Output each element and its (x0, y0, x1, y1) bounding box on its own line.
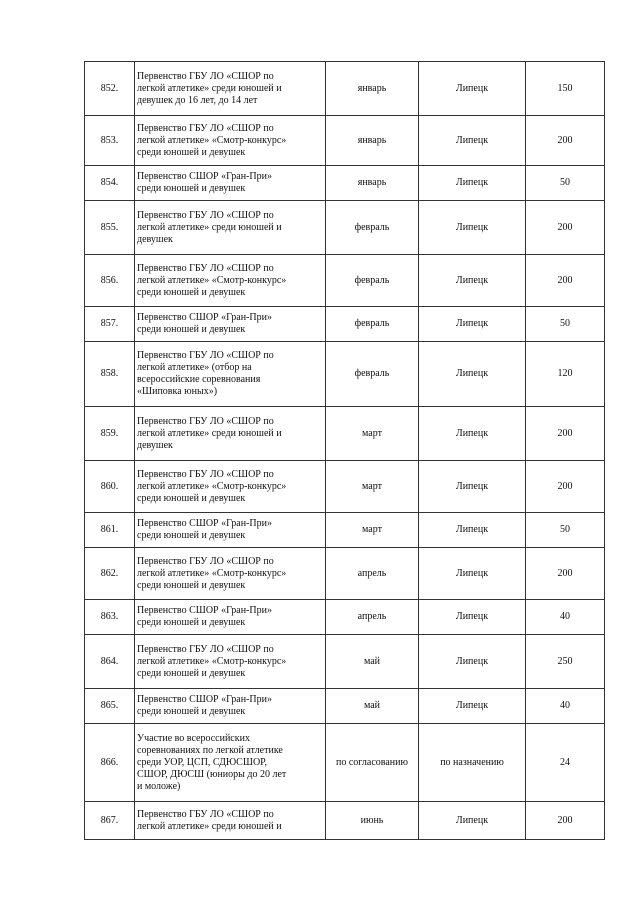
event-name-text: Первенство ГБУ ЛО «СШОР по легкой атлетике» «Смотр-конкурс» среди юношей и девушек (137, 468, 287, 504)
event-place (419, 201, 526, 255)
table-row (85, 116, 605, 166)
participants-count-text: 50 (560, 524, 570, 535)
event-name-text: Первенство СШОР «Гран-При» среди юношей и девушек (137, 518, 272, 541)
event-place-text: Липецк (455, 655, 489, 667)
event-date-text: февраль (354, 274, 390, 286)
event-name (135, 62, 326, 116)
row-number-text: 866. (100, 756, 119, 768)
participants-count-text: 250 (557, 655, 573, 667)
event-date-text: март (362, 524, 382, 535)
event-date (326, 461, 419, 513)
participants-count-text: 200 (557, 480, 573, 492)
event-date-text: май (363, 655, 381, 667)
event-date (326, 116, 419, 166)
event-place (419, 513, 526, 548)
row-number-text: 865. (100, 700, 119, 711)
event-place-text: Липецк (455, 221, 489, 233)
event-date (326, 62, 419, 116)
event-date (326, 342, 419, 407)
participants-count (526, 802, 605, 840)
event-date-text: март (362, 480, 382, 492)
event-name-text: Первенство ГБУ ЛО «СШОР по легкой атлетике» «Смотр-конкурс» среди юношей и девушек (137, 122, 287, 158)
row-number-text: 862. (100, 567, 119, 579)
event-date (326, 600, 419, 635)
row-number (85, 201, 135, 255)
event-place (419, 116, 526, 166)
participants-count-text: 200 (557, 221, 573, 233)
event-name (135, 461, 326, 513)
row-number-text: 856. (100, 274, 119, 286)
row-number-text: 867. (100, 814, 119, 826)
event-place-text: Липецк (455, 611, 489, 622)
event-name-text: Первенство ГБУ ЛО «СШОР по легкой атлетике» среди юношей и девушек (137, 209, 282, 245)
event-name-text: Первенство ГБУ ЛО «СШОР по легкой атлетике» среди юношей и девушек до 16 лет, до 14 лет (137, 70, 282, 106)
event-name-text: Первенство СШОР «Гран-При» среди юношей и девушек (137, 605, 272, 628)
participants-count (526, 62, 605, 116)
events-table-body (85, 62, 605, 840)
event-place-text: по назначению (440, 756, 504, 768)
participants-count-text: 40 (560, 611, 570, 622)
event-name-text: Первенство ГБУ ЛО «СШОР по легкой атлетике» среди юношей и девушек (137, 415, 282, 451)
participants-count-text: 200 (557, 134, 573, 146)
participants-count (526, 600, 605, 635)
table-row (85, 724, 605, 802)
event-name (135, 342, 326, 407)
event-place (419, 407, 526, 461)
row-number-text: 855. (100, 221, 119, 233)
event-place-text: Липецк (455, 427, 489, 439)
participants-count (526, 513, 605, 548)
event-date (326, 724, 419, 802)
row-number (85, 407, 135, 461)
event-place (419, 62, 526, 116)
row-number (85, 724, 135, 802)
event-name (135, 255, 326, 307)
row-number (85, 116, 135, 166)
table-row (85, 689, 605, 724)
event-name (135, 307, 326, 342)
participants-count-text: 200 (557, 274, 573, 286)
event-name-text: Первенство ГБУ ЛО «СШОР по легкой атлетике» «Смотр-конкурс» среди юношей и девушек (137, 643, 287, 679)
row-number (85, 166, 135, 201)
event-place-text: Липецк (455, 567, 489, 579)
participants-count (526, 116, 605, 166)
event-date (326, 548, 419, 600)
participants-count (526, 689, 605, 724)
table-row (85, 802, 605, 840)
participants-count-text: 120 (557, 368, 573, 379)
event-place-text: Липецк (455, 134, 489, 146)
event-name (135, 635, 326, 689)
event-place (419, 307, 526, 342)
event-date-text: июнь (360, 814, 384, 826)
event-date-text: январь (357, 134, 387, 146)
row-number-text: 858. (100, 368, 119, 379)
event-name-text: Первенство ГБУ ЛО «СШОР по легкой атлетике» (отбор на всероссийские соревнования «Шиповка юных») (137, 350, 274, 397)
participants-count (526, 342, 605, 407)
table-row (85, 635, 605, 689)
table-row (85, 62, 605, 116)
table-row (85, 461, 605, 513)
event-name (135, 600, 326, 635)
event-place (419, 548, 526, 600)
event-date-text: апрель (357, 567, 387, 579)
event-name-text: Первенство ГБУ ЛО «СШОР по легкой атлетике» «Смотр-конкурс» среди юношей и девушек (137, 555, 287, 591)
event-date-text: февраль (354, 368, 390, 379)
participants-count (526, 166, 605, 201)
row-number-text: 852. (100, 82, 119, 94)
participants-count (526, 548, 605, 600)
row-number (85, 461, 135, 513)
event-place-text: Липецк (455, 177, 489, 188)
event-date (326, 166, 419, 201)
participants-count-text: 50 (560, 177, 570, 188)
participants-count-text: 200 (557, 814, 573, 826)
table-row (85, 342, 605, 407)
row-number (85, 600, 135, 635)
events-table (84, 61, 605, 840)
row-number (85, 513, 135, 548)
event-date-text: по согласованию (336, 756, 408, 768)
event-date-text: февраль (354, 318, 390, 329)
event-place (419, 342, 526, 407)
event-name-text: Первенство СШОР «Гран-При» среди юношей и девушек (137, 171, 272, 194)
event-name (135, 407, 326, 461)
event-name (135, 548, 326, 600)
event-place-text: Липецк (455, 318, 489, 329)
event-date-text: январь (357, 82, 387, 94)
event-date (326, 802, 419, 840)
event-place (419, 166, 526, 201)
table-row (85, 513, 605, 548)
participants-count (526, 724, 605, 802)
row-number (85, 307, 135, 342)
participants-count-text: 200 (557, 427, 573, 439)
event-place (419, 724, 526, 802)
event-name (135, 166, 326, 201)
row-number (85, 689, 135, 724)
participants-count (526, 407, 605, 461)
row-number-text: 861. (100, 524, 119, 535)
event-name-text: Первенство СШОР «Гран-При» среди юношей и девушек (137, 694, 272, 717)
participants-count (526, 201, 605, 255)
event-name-text: Первенство ГБУ ЛО «СШОР по легкой атлетике» среди юношей и (137, 808, 282, 832)
row-number (85, 548, 135, 600)
row-number (85, 255, 135, 307)
event-name-text: Участие во всероссийских соревнованиях по легкой атлетике среди УОР, ЦСП, СДЮСШОР, СШОР, ДЮСШ (юниоры до 20 лет и моложе) (137, 732, 287, 792)
row-number (85, 802, 135, 840)
participants-count-text: 24 (560, 756, 570, 768)
event-name-text: Первенство СШОР «Гран-При» среди юношей и девушек (137, 312, 272, 335)
event-place (419, 689, 526, 724)
table-row (85, 201, 605, 255)
row-number-text: 863. (100, 611, 119, 622)
participants-count-text: 40 (560, 700, 570, 711)
row-number-text: 860. (100, 480, 119, 492)
table-row (85, 548, 605, 600)
row-number-text: 854. (100, 177, 119, 188)
row-number-text: 857. (100, 318, 119, 329)
row-number (85, 342, 135, 407)
event-name (135, 513, 326, 548)
event-date (326, 407, 419, 461)
event-place-text: Липецк (455, 814, 489, 826)
event-date (326, 201, 419, 255)
event-name (135, 201, 326, 255)
table-row (85, 600, 605, 635)
event-place (419, 635, 526, 689)
event-name (135, 116, 326, 166)
row-number (85, 62, 135, 116)
row-number-text: 853. (100, 134, 119, 146)
event-name-text: Первенство ГБУ ЛО «СШОР по легкой атлетике» «Смотр-конкурс» среди юношей и девушек (137, 262, 287, 298)
event-place (419, 255, 526, 307)
event-name (135, 724, 326, 802)
event-date-text: апрель (357, 611, 387, 622)
participants-count-text: 200 (557, 567, 573, 579)
row-number (85, 635, 135, 689)
event-date (326, 635, 419, 689)
event-name (135, 802, 326, 840)
event-name (135, 689, 326, 724)
event-place-text: Липецк (455, 274, 489, 286)
table-row (85, 307, 605, 342)
event-place-text: Липецк (455, 480, 489, 492)
event-date (326, 513, 419, 548)
participants-count-text: 150 (557, 82, 573, 94)
participants-count (526, 461, 605, 513)
table-row (85, 255, 605, 307)
participants-count (526, 635, 605, 689)
participants-count-text: 50 (560, 318, 570, 329)
event-place-text: Липецк (455, 700, 489, 711)
table-row (85, 407, 605, 461)
event-place (419, 461, 526, 513)
event-date-text: май (363, 700, 381, 711)
event-date (326, 255, 419, 307)
event-date-text: январь (357, 177, 387, 188)
event-place (419, 600, 526, 635)
row-number-text: 864. (100, 655, 119, 667)
event-place-text: Липецк (455, 524, 489, 535)
event-place-text: Липецк (455, 368, 489, 379)
row-number-text: 859. (100, 427, 119, 439)
event-date (326, 307, 419, 342)
event-date-text: февраль (354, 221, 390, 233)
event-date-text: март (362, 427, 382, 439)
event-date (326, 689, 419, 724)
participants-count (526, 307, 605, 342)
participants-count (526, 255, 605, 307)
event-place-text: Липецк (455, 82, 489, 94)
event-place (419, 802, 526, 840)
table-row (85, 166, 605, 201)
